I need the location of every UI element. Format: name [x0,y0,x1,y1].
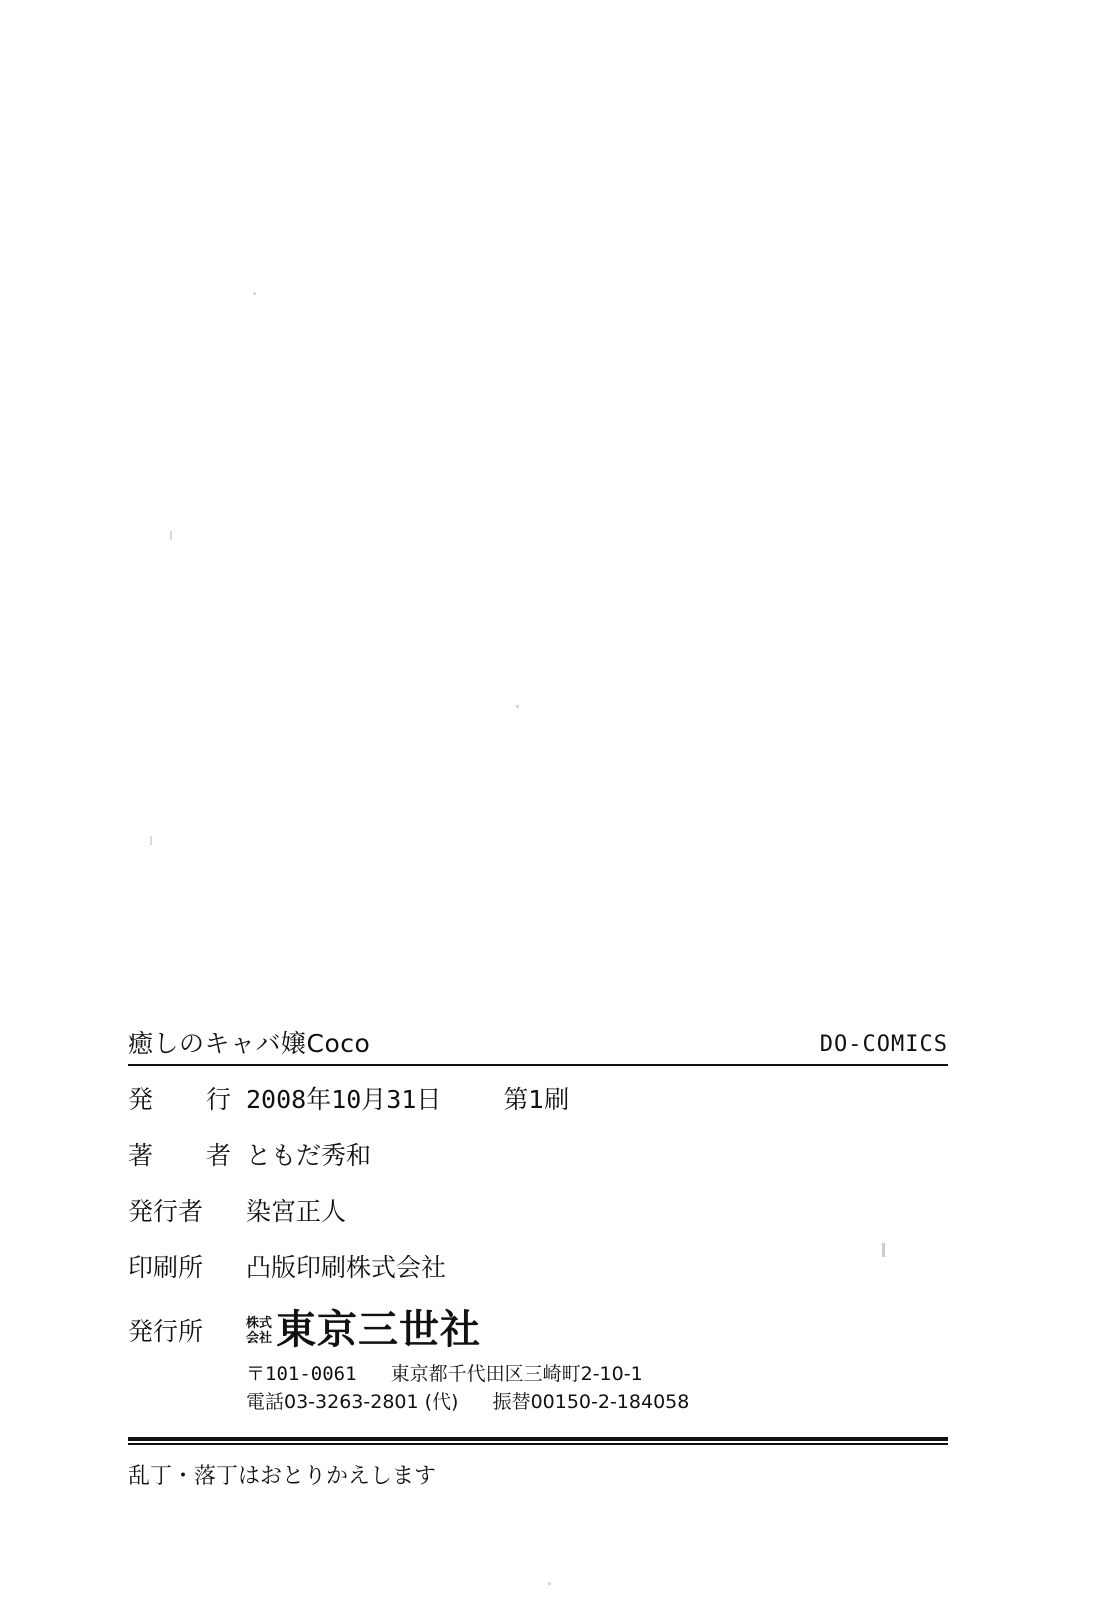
address-line-2 [246,1388,948,1417]
publication-info-list [128,1080,948,1417]
label-publisher-company: 発行所 [128,1316,204,1346]
info-row-publisher-company [128,1306,948,1353]
scan-artifact [253,292,256,295]
kabushiki-kaisha-mark [246,1315,276,1345]
info-row-publication-date [128,1080,948,1116]
footer-divider-thin [128,1443,948,1445]
kk-mark-line2: 会社 [246,1330,273,1346]
label-printer: 印刷所 [128,1252,204,1282]
imprint-label: DO-COMICS [819,1032,948,1058]
publisher-company-name: 東京三世社 [276,1306,482,1353]
header-divider [128,1064,948,1066]
label-publication-date: 発 行 [128,1084,246,1114]
info-row-printer [128,1248,948,1284]
scan-artifact [170,531,172,540]
scan-artifact [548,1582,551,1585]
label-publisher-person: 発行者 [128,1196,204,1226]
kk-mark-line1: 株式 [246,1315,273,1331]
value-printer: 凸版印刷株式会社 [246,1252,447,1282]
value-author: ともだ秀和 [246,1140,372,1170]
value-publication-date [246,1080,569,1116]
value-publisher-person: 染宮正人 [246,1196,347,1226]
publication-date-text: 2008年10月31日 [246,1084,442,1114]
address-line-1 [246,1360,948,1389]
info-row-publisher-person [128,1192,948,1228]
footer-divider-thick [128,1437,948,1441]
furikae-account: 振替00150-2-184058 [492,1391,690,1413]
defective-copy-notice: 乱丁・落丁はおとりかえします [128,1463,437,1489]
address-street: 東京都千代田区三崎町2-10-1 [390,1362,643,1385]
scan-artifact [150,836,152,845]
publication-printing-text: 第1刷 [503,1084,570,1114]
postal-code: 〒101-0061 [246,1362,357,1385]
telephone-number: 電話03-3263-2801 (代) [246,1391,459,1413]
colophon-block [128,1030,948,1490]
label-author: 著 者 [128,1140,246,1170]
info-row-author [128,1136,948,1172]
publisher-address [246,1360,948,1417]
colophon-header [128,1030,948,1064]
scan-artifact [516,705,519,708]
book-title: 癒しのキャバ嬢Coco [128,1029,371,1058]
